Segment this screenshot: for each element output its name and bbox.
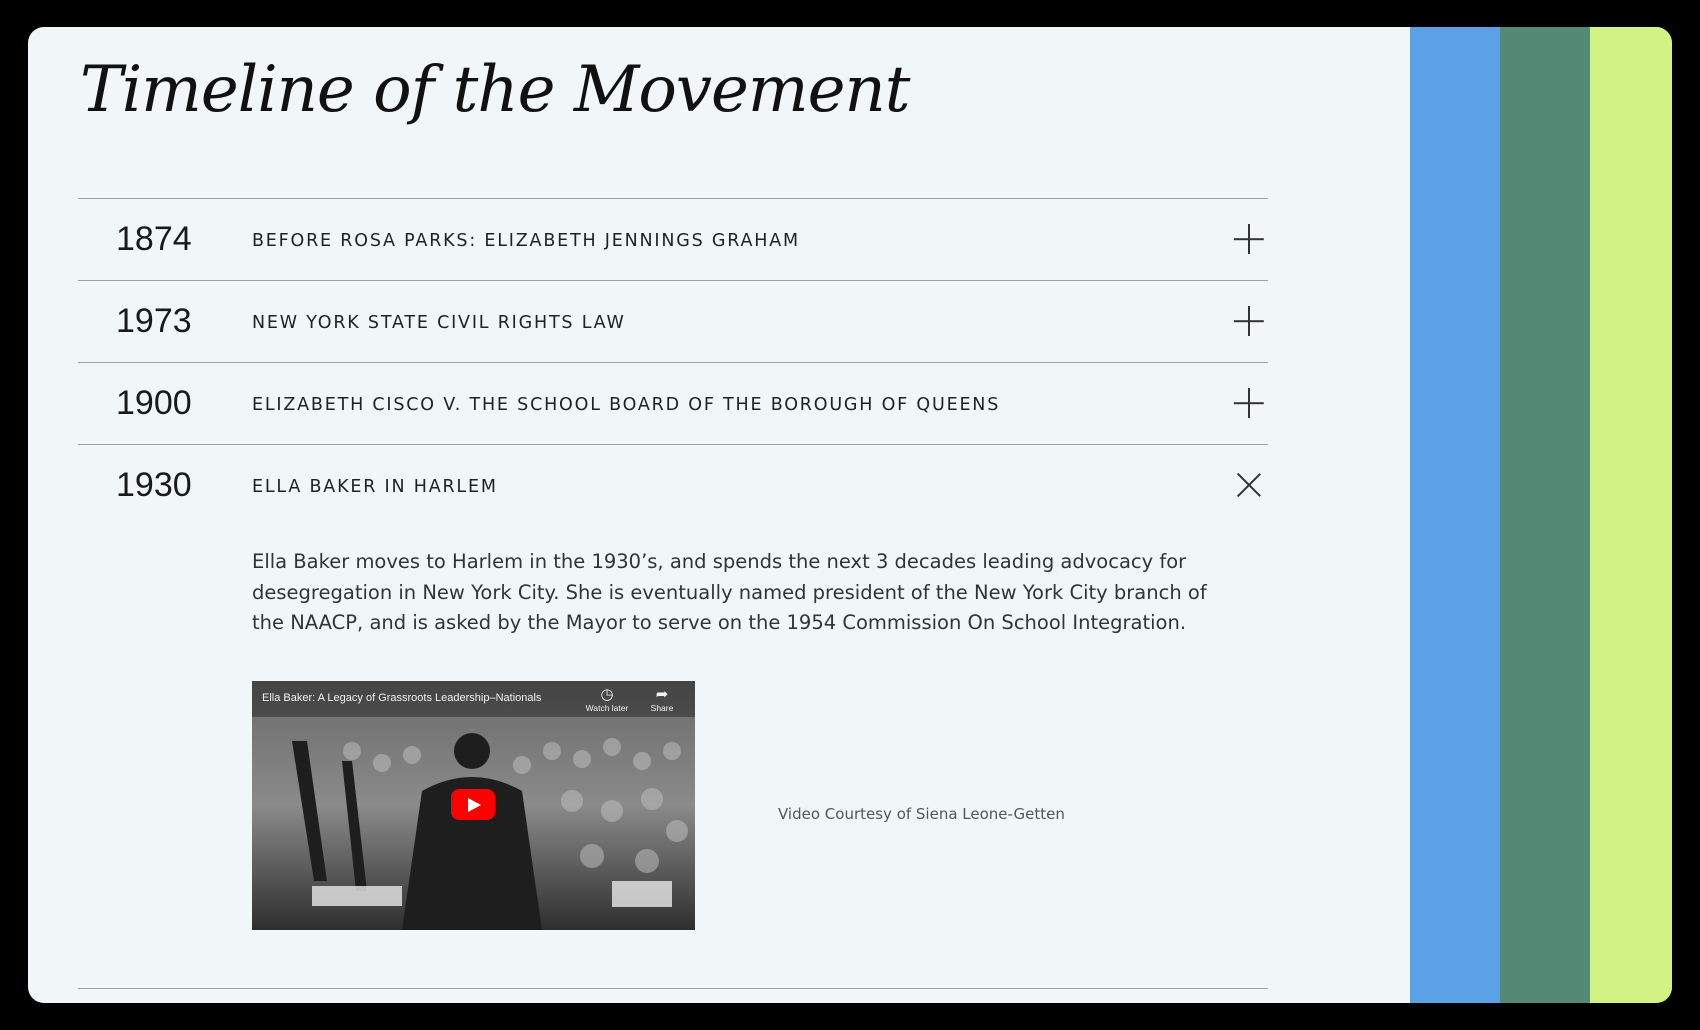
plus-icon[interactable] bbox=[1234, 306, 1264, 336]
page-title: Timeline of the Movement bbox=[80, 53, 910, 127]
share-button[interactable] bbox=[637, 687, 687, 713]
timeline-list bbox=[78, 198, 1268, 989]
video-title[interactable]: Ella Baker: A Legacy of Grassroots Leadership–Nationals bbox=[262, 692, 542, 704]
timeline-description: Ella Baker moves to Harlem in the 1930’s, and spends the next 3 decades leading advocacy for desegregation in New York City. She is eventually named president of the New York City branch of the NAACP, and is asked by the Mayor to serve on the 1954 Commission On School Integration. bbox=[252, 550, 1207, 634]
plus-icon[interactable] bbox=[1234, 388, 1264, 418]
plus-icon[interactable] bbox=[1234, 224, 1264, 254]
decorative-stripe-blue bbox=[1410, 27, 1500, 1003]
timeline-item-1973[interactable] bbox=[78, 281, 1268, 363]
decorative-stripe-green bbox=[1500, 27, 1590, 1003]
timeline-item-1874[interactable] bbox=[78, 199, 1268, 281]
clock-icon: ◷ bbox=[600, 686, 614, 703]
timeline-item-1930[interactable] bbox=[78, 445, 1268, 989]
page-viewport bbox=[28, 27, 1672, 1003]
timeline-title[interactable]: NEW YORK STATE CIVIL RIGHTS LAW bbox=[252, 313, 626, 333]
share-label: Share bbox=[650, 703, 674, 713]
timeline-title[interactable]: ELLA BAKER IN HARLEM bbox=[252, 477, 498, 497]
play-icon[interactable] bbox=[451, 789, 495, 820]
timeline-year: 1900 bbox=[116, 384, 192, 422]
timeline-item-1900[interactable] bbox=[78, 363, 1268, 445]
timeline-year: 1973 bbox=[116, 302, 192, 340]
timeline-year: 1874 bbox=[116, 220, 192, 258]
video-embed[interactable] bbox=[252, 681, 695, 930]
decorative-stripe-lime bbox=[1590, 27, 1672, 1003]
video-credit: Video Courtesy of Siena Leone-Getten bbox=[778, 805, 1065, 823]
timeline-title[interactable]: ELIZABETH CISCO V. THE SCHOOL BOARD OF THE BOROUGH OF QUEENS bbox=[252, 395, 1001, 415]
share-icon: ➦ bbox=[655, 686, 669, 703]
timeline-year: 1930 bbox=[116, 466, 192, 504]
watch-later-label: Watch later bbox=[585, 703, 629, 713]
watch-later-button[interactable] bbox=[582, 687, 632, 713]
close-icon[interactable] bbox=[1234, 470, 1264, 500]
timeline-title[interactable]: BEFORE ROSA PARKS: ELIZABETH JENNINGS GRAHAM bbox=[252, 231, 800, 251]
